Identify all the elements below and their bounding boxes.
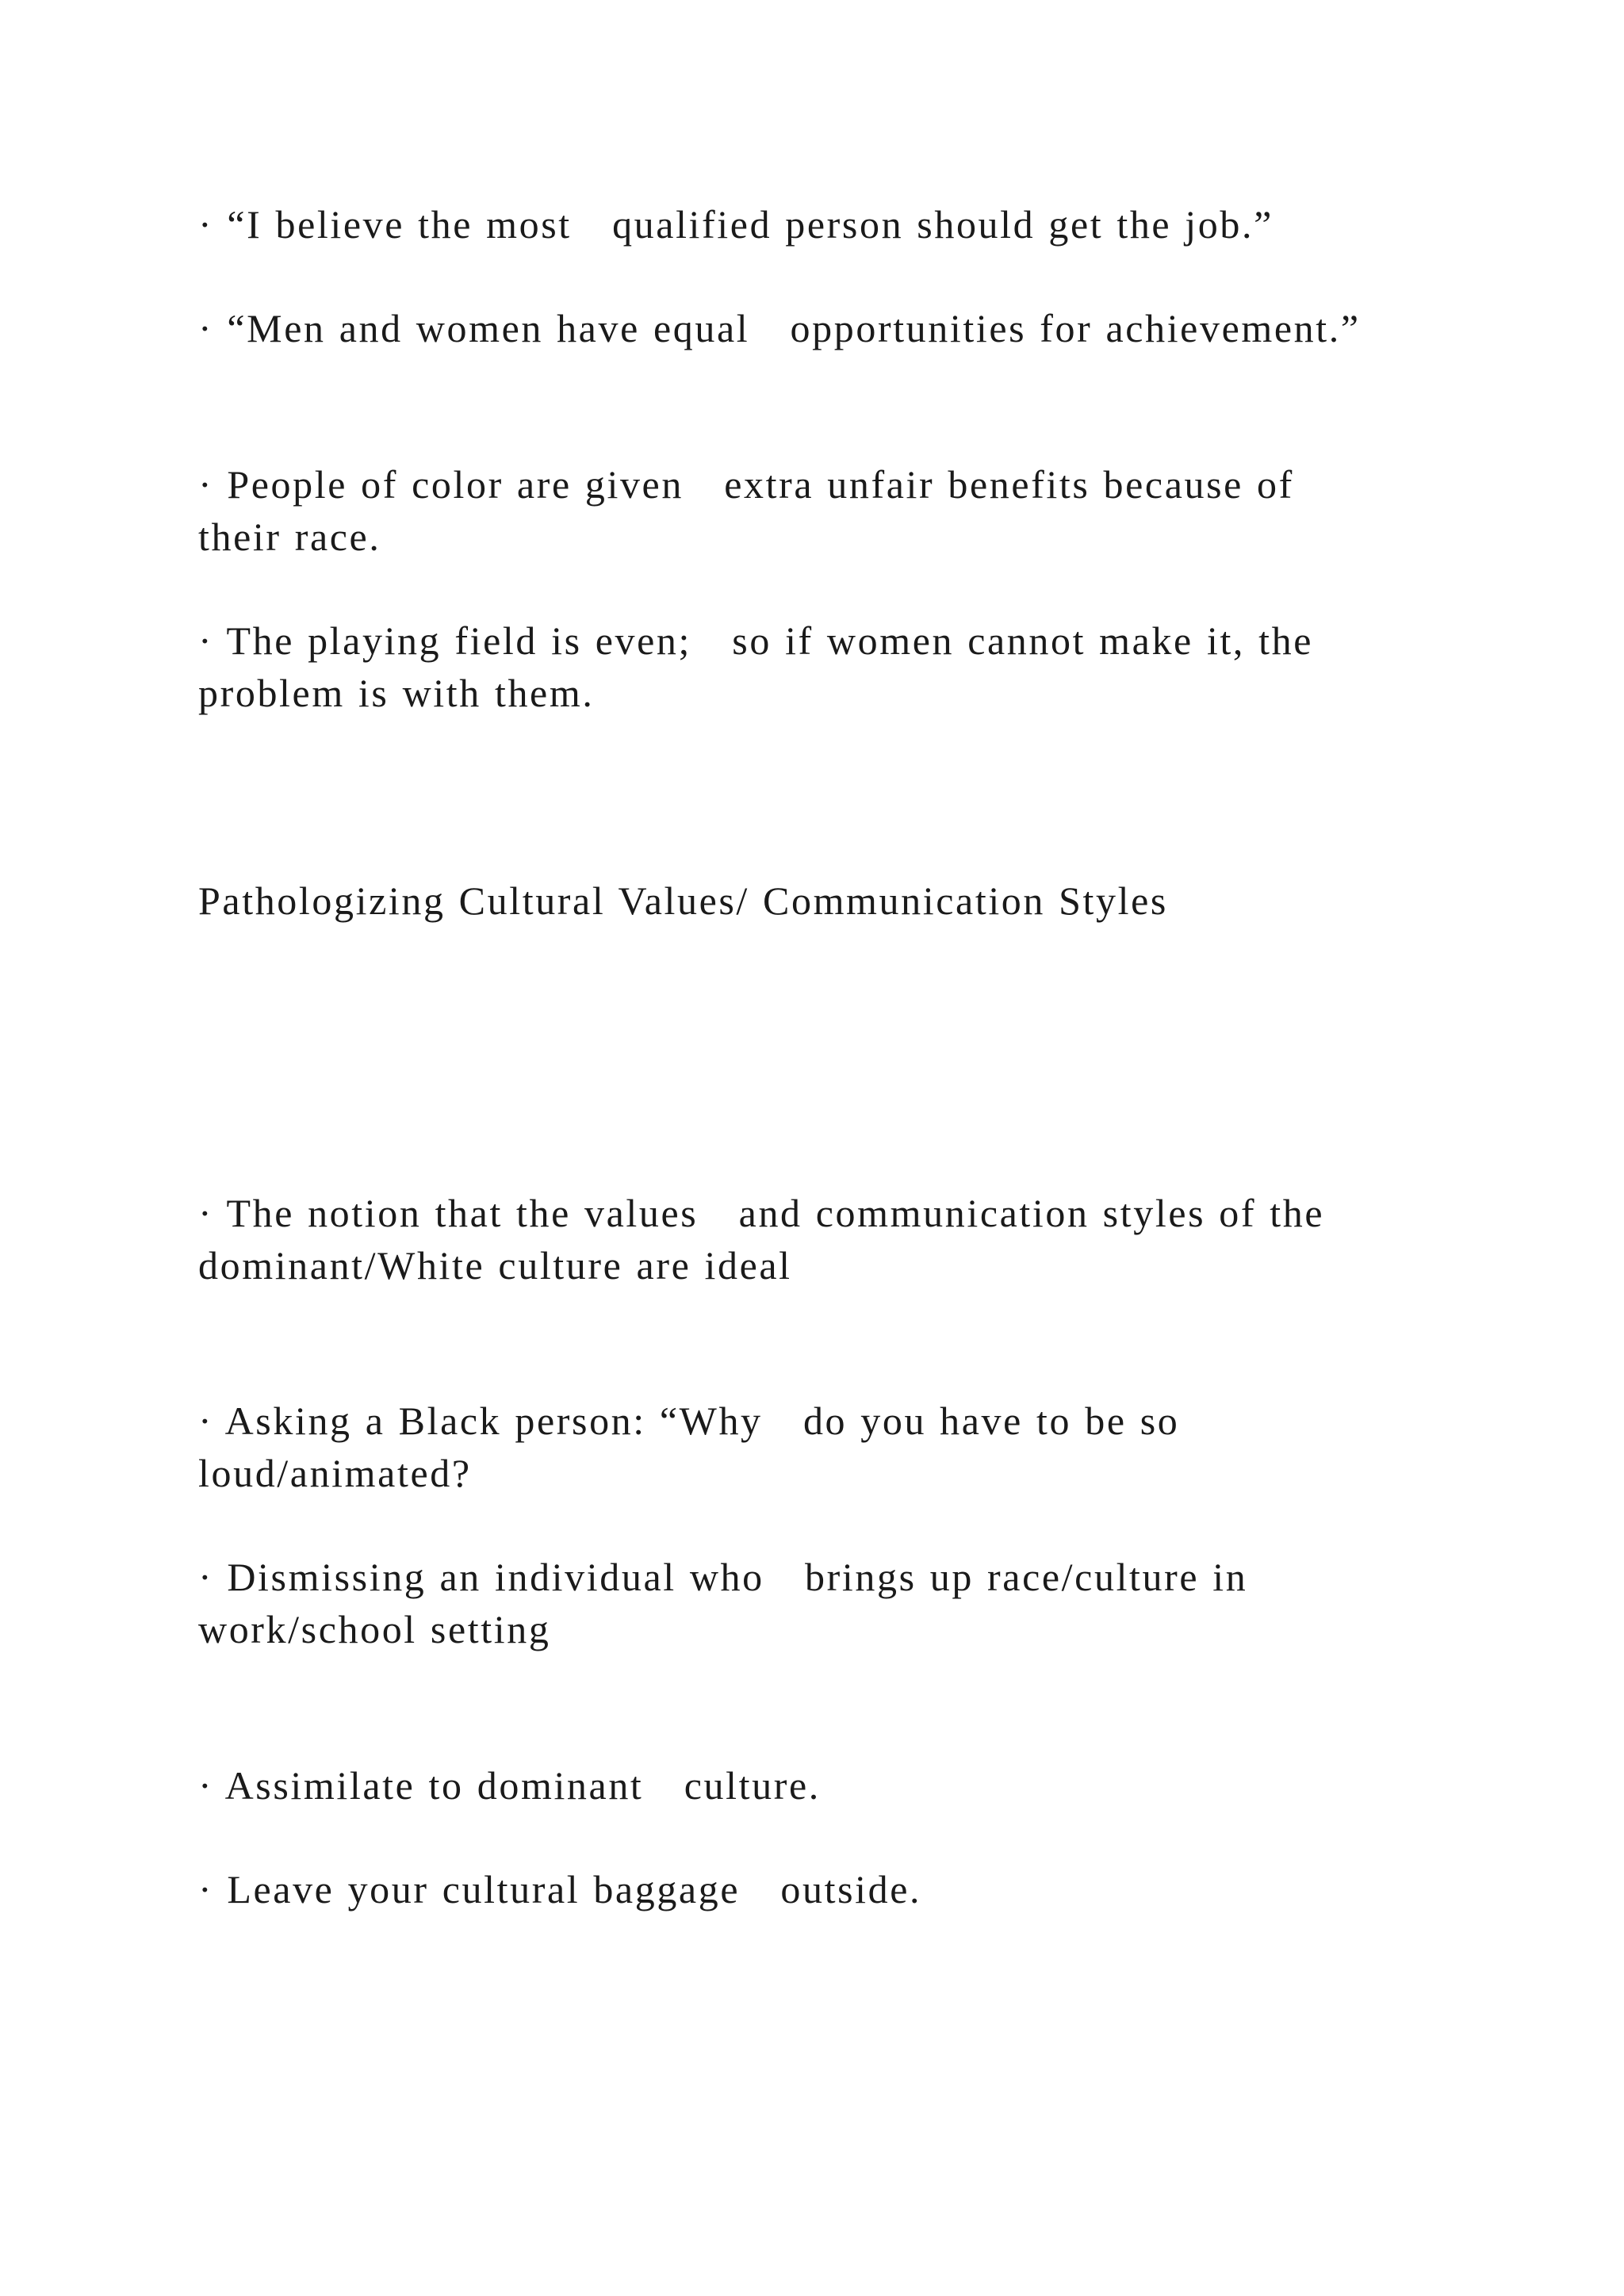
bullet-people-of-color-line2: their race.	[198, 515, 381, 559]
bullet-cultural-baggage: · Leave your cultural baggage outside.	[198, 1867, 922, 1911]
bullet-playing-field-line1: · The playing field is even; so if women cannot make it, the	[198, 618, 1314, 663]
bullet-equal-opportunities: · “Men and women have equal opportunities for achievement.”	[198, 306, 1361, 350]
bullet-asking-black-person-line1: · Asking a Black person: “Why do you have to be so	[198, 1399, 1180, 1443]
bullet-notion-values-line1: · The notion that the values and communication styles of the	[198, 1191, 1325, 1235]
bullet-dismissing-individual-line1: · Dismissing an individual who brings up race/culture in	[198, 1555, 1248, 1599]
bullet-qualified-person: · “I believe the most qualified person should get the job.”	[198, 202, 1274, 247]
bullet-assimilate: · Assimilate to dominant culture.	[198, 1763, 821, 1808]
section-heading: Pathologizing Cultural Values/ Communication Styles	[198, 878, 1168, 923]
bullet-asking-black-person-line2: loud/animated?	[198, 1451, 472, 1495]
bullet-dismissing-individual-line2: work/school setting	[198, 1607, 551, 1651]
bullet-notion-values-line2: dominant/White culture are ideal	[198, 1243, 792, 1288]
bullet-playing-field-line2: problem is with them.	[198, 671, 595, 715]
bullet-people-of-color-line1: · People of color are given extra unfair benefits because of	[198, 462, 1294, 507]
